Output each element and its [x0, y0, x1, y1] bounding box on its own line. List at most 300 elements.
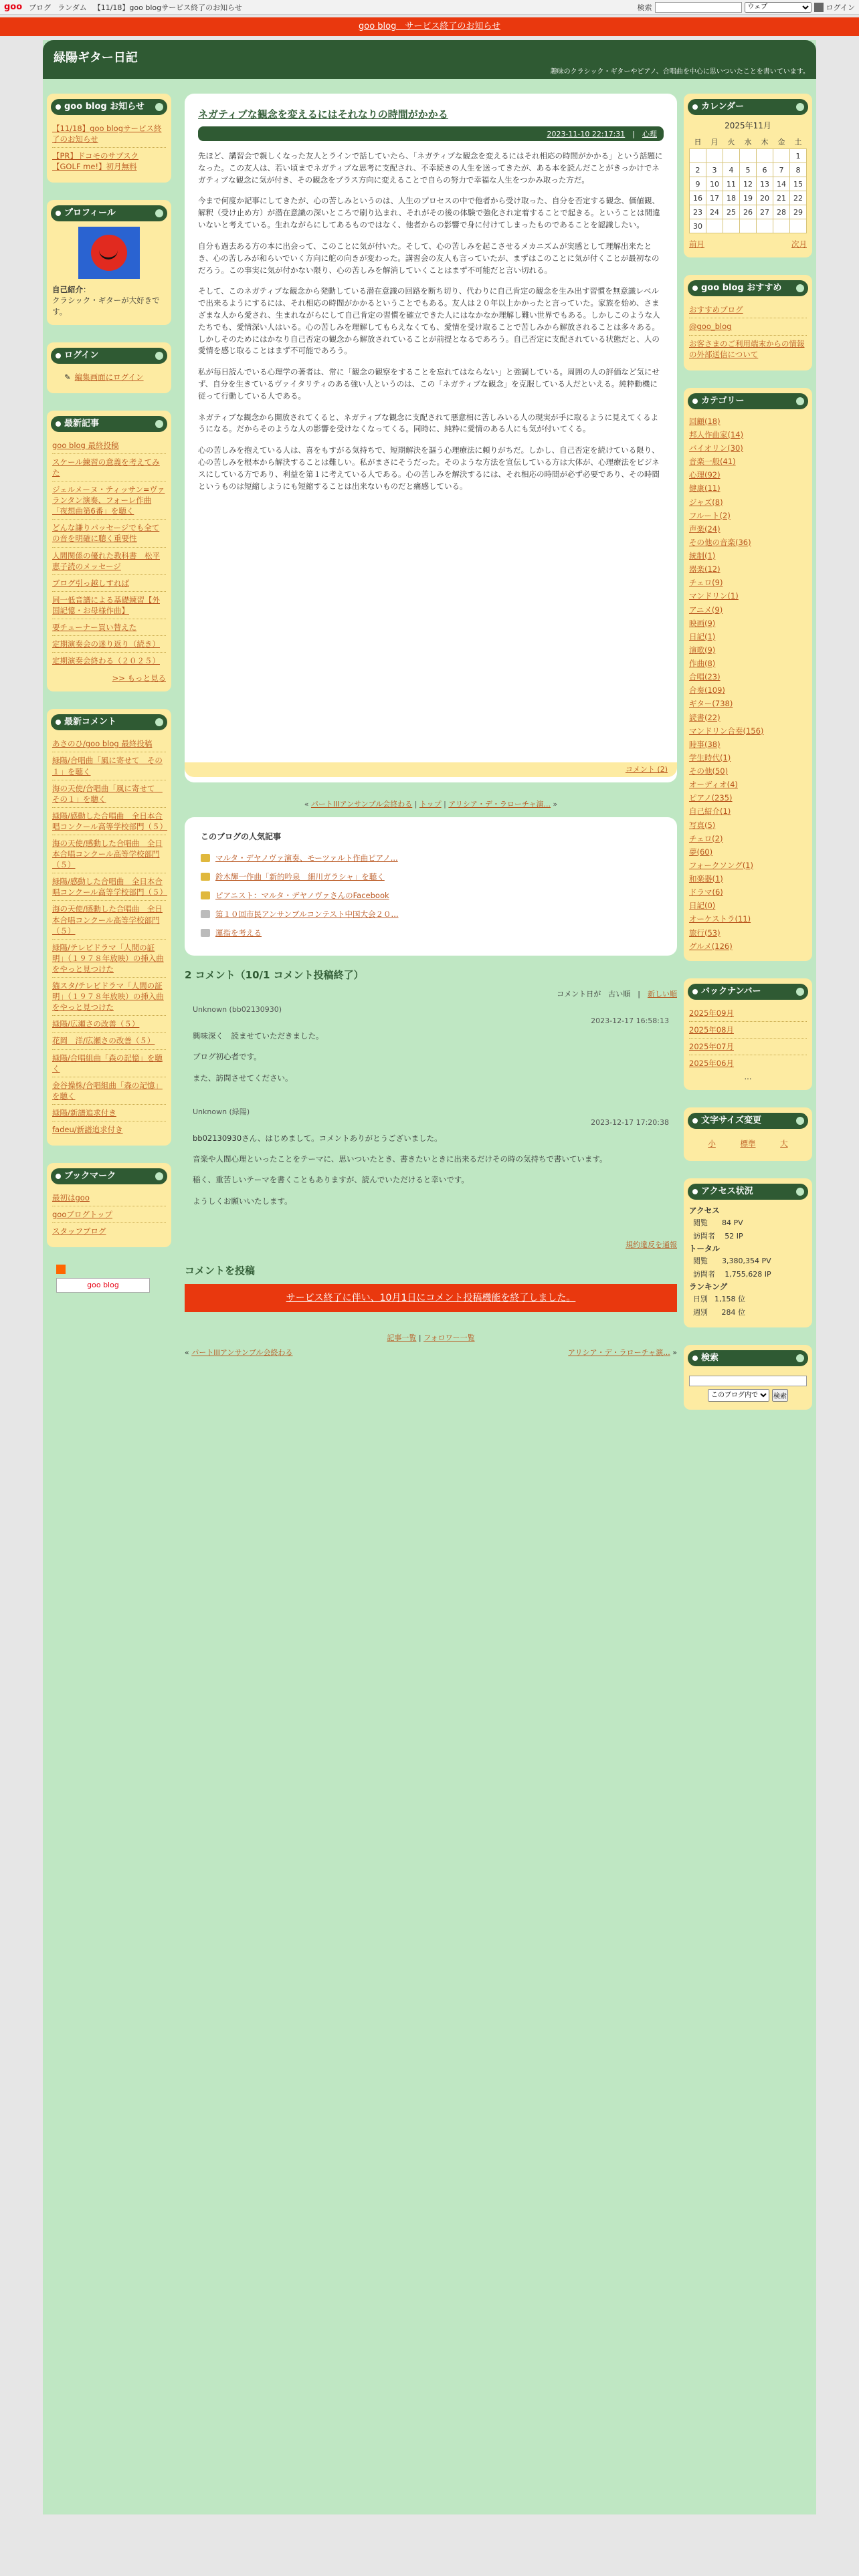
category-link[interactable]: オーディオ(4) [689, 780, 738, 790]
recent-comment-link[interactable]: 海の天使/感動した合唱曲 全日本合唱コンクール高等学校部門（５） [52, 904, 163, 936]
bookmark-title: ブックマーク [51, 1168, 167, 1184]
search-box [684, 1345, 812, 1410]
total-pv: 3,380,354 PV [722, 1257, 771, 1266]
top-bar [0, 0, 859, 15]
list-item [52, 636, 166, 653]
recommend-title: goo blog おすすめ [688, 280, 808, 296]
article-title[interactable]: ネガティブな観念を変えるにはそれなりの時間がかかる [198, 108, 448, 120]
weekly-rank: 284 位 [721, 1307, 745, 1317]
calendar-day [790, 219, 807, 233]
calendar-day[interactable]: 16 [690, 191, 706, 205]
notice-box [47, 94, 171, 183]
calendar-day[interactable]: 15 [790, 177, 807, 191]
calendar-day [706, 219, 723, 233]
comment-closed-notice [185, 1284, 677, 1312]
report-link[interactable]: 規約違反を通報 [626, 1240, 677, 1249]
popular-item [201, 867, 661, 886]
category-item [689, 589, 807, 603]
category-link[interactable]: 写真(5) [689, 820, 716, 830]
follower-list-link[interactable]: フォロワー一覧 [423, 1333, 475, 1342]
calendar-week [690, 191, 807, 205]
popular-link[interactable]: 第１０回市民アンサンブルコンテスト中国大会２０... [215, 909, 399, 919]
goo-logo[interactable]: goo [4, 2, 23, 12]
access-today-heading: アクセス [689, 1206, 720, 1216]
left-sidebar [47, 94, 171, 1293]
category-link[interactable]: 統制(1) [689, 551, 716, 561]
list-item [52, 752, 166, 780]
recent-comment-link[interactable]: 金谷操株/合唱組曲「森の記憶」を聴く [52, 1080, 163, 1101]
comment [185, 1004, 677, 1107]
backnumber-link[interactable]: 2025年09月 [689, 1008, 734, 1018]
sun-face-icon [91, 235, 127, 271]
comment-time: 2023-12-17 17:20:38 [591, 1118, 669, 1128]
goo-blog-badge[interactable]: goo blog [56, 1278, 150, 1293]
recent-posts-box [47, 411, 171, 692]
category-item [689, 832, 807, 845]
category-link[interactable]: その他(50) [689, 766, 729, 776]
profile-box: プロフィール 自己紹介： クラシック・ギターが大好きです。 [47, 200, 171, 324]
category-item [689, 643, 807, 657]
calendar-day[interactable]: 24 [706, 205, 723, 219]
calendar-day [757, 149, 773, 163]
search-title: 検索 [688, 1350, 808, 1366]
calendar-day[interactable]: 20 [757, 191, 773, 205]
service-end-link[interactable]: goo blog サービス終了のお知らせ [359, 21, 500, 31]
category-item [689, 804, 807, 818]
recent-comment-link[interactable]: 緑陽/感動した合唱曲 全日本合唱コンクール高等学校部門（５） [52, 877, 168, 897]
notice-link[interactable]: 【11/18】goo blogサービス終了のお知らせ [52, 124, 162, 144]
calendar-day-header: 金 [777, 137, 785, 146]
category-link[interactable]: フルート(2) [689, 510, 731, 520]
category-item [689, 724, 807, 738]
popular-link[interactable]: ピアニスト：マルタ・デヤノヴァさんのFacebook [215, 891, 389, 900]
category-link[interactable]: 心理(92) [689, 470, 721, 480]
next-month-link[interactable]: 次月 [791, 239, 807, 249]
next-post-link[interactable]: アリシア・デ・ラローチャ演... [448, 800, 551, 809]
calendar-day [773, 149, 790, 163]
backnumber-link[interactable]: 2025年07月 [689, 1041, 734, 1051]
prev-month-link[interactable]: 前月 [689, 239, 704, 249]
blog-description: 趣味のクラシック・ギターやピアノ、合唱曲を中心に思いついたことを書いています。 [550, 68, 809, 76]
recent-post-link[interactable]: 要チューナー買い替えた [52, 622, 137, 632]
pencil-icon: ✎ [64, 372, 71, 382]
category-link[interactable]: チェロ(9) [689, 578, 723, 588]
category-link[interactable]: アニメ(9) [689, 605, 723, 615]
recent-post-link[interactable]: 人間関係の優れた教科書 松平恵子読のメッセージ [52, 550, 160, 571]
popular-item [201, 924, 661, 942]
comment-time: 2023-12-17 16:58:13 [591, 1016, 669, 1025]
list-item [52, 1206, 166, 1223]
recent-comment-link[interactable]: 緑陽/テレビドラマ「人間の証明」（１９７８年放映）の挿入曲をやっと見つけた [52, 942, 164, 974]
popular-link[interactable]: 運指を考える [215, 928, 262, 938]
search-scope-select[interactable] [745, 2, 812, 13]
rank-circle-icon [201, 929, 210, 937]
recent-comment-link[interactable]: 緑陽/広瀬さの改善（５） [52, 1019, 140, 1029]
category-link[interactable]: バイオリン(30) [689, 443, 743, 453]
calendar-day[interactable]: 9 [690, 177, 706, 191]
recent-post-link[interactable]: ジェルメーヌ・ティッサン=ヴァランタン演奏、フォーレ作曲「夜想曲第6番」を聴く [52, 485, 165, 516]
calendar-day[interactable]: 11 [723, 177, 740, 191]
recent-comments-box [47, 709, 171, 1146]
login-title: ログイン [51, 348, 167, 364]
sort-new[interactable]: 新しい順 [648, 990, 677, 998]
list-item [52, 520, 166, 547]
comment-text: ブログ初心者です。 [193, 1052, 262, 1062]
category-item [689, 683, 807, 697]
list-item [689, 1039, 807, 1055]
backnumber-box [684, 978, 812, 1090]
recent-comment-link[interactable]: fadeu/新譜追求付き [52, 1124, 123, 1134]
category-item [689, 738, 807, 751]
profile-title: プロフィール [51, 205, 167, 221]
calendar-day[interactable]: 23 [690, 205, 706, 219]
category-item [689, 617, 807, 630]
calendar-day[interactable]: 6 [757, 163, 773, 177]
calendar-day[interactable]: 12 [740, 177, 757, 191]
today-ip: 52 IP [725, 1231, 743, 1241]
list-item [52, 1105, 166, 1121]
notice-title: goo blog お知らせ [51, 99, 167, 115]
calendar-day[interactable]: 19 [740, 191, 757, 205]
recent-posts-title: 最新記事 [51, 416, 167, 432]
recent-comment-link[interactable]: あさのひ/goo blog 最終投稿 [52, 739, 153, 749]
calendar-day[interactable]: 26 [740, 205, 757, 219]
category-link[interactable]: 声楽(24) [689, 524, 721, 534]
comment-text: また、訪問させてください。 [193, 1073, 293, 1083]
calendar-day[interactable]: 5 [740, 163, 757, 177]
list-item [52, 873, 166, 901]
category-item [689, 899, 807, 912]
calendar-day[interactable]: 1 [790, 149, 807, 163]
sort-old[interactable]: 古い順 [608, 990, 631, 998]
list-item [52, 148, 166, 175]
recent-comment-link[interactable]: 緑陽/合唱組曲「森の記憶」を聴く [52, 1053, 163, 1073]
rank-circle-icon [201, 910, 210, 918]
comment-closed-link[interactable]: サービス終了に伴い、10月1日にコメント投稿機能を終了しました。 [286, 1292, 576, 1303]
calendar-week [690, 163, 807, 177]
popular-item [201, 886, 661, 905]
list-item [52, 1016, 166, 1033]
prev-post-link[interactable]: パートIIIアンサンブル会終わる [310, 800, 413, 809]
recent-comment-link[interactable]: 緑陽/合唱曲「風に寄せて その１」を聴く [52, 756, 163, 776]
recent-post-link[interactable]: 定期演奏会終わる（２０２５） [52, 656, 160, 666]
list-item [52, 481, 166, 520]
category-item [689, 926, 807, 940]
category-link[interactable]: グルメ(126) [689, 941, 733, 951]
ranking-link[interactable]: ランダム [58, 3, 87, 12]
category-link[interactable]: 夢(60) [689, 847, 713, 857]
comment-author: Unknown (bb02130930) [193, 1005, 282, 1014]
calendar-day-header: 水 [744, 137, 752, 146]
calendar-day[interactable]: 7 [773, 163, 790, 177]
category-link[interactable]: マンドリン合奏(156) [689, 726, 764, 736]
backnumber-link[interactable]: 2025年08月 [689, 1025, 734, 1035]
recent-post-link[interactable]: 定期演奏会の迷り返り（続き） [52, 639, 160, 649]
category-link[interactable]: 合唱(23) [689, 672, 721, 682]
category-link[interactable]: 合奏(109) [689, 685, 725, 695]
list-item [52, 548, 166, 575]
blog-link[interactable]: ブログ [29, 3, 52, 12]
category-link[interactable]: フォークソング(1) [689, 860, 753, 870]
article-body [198, 150, 664, 493]
category-link[interactable]: 日記(1) [689, 631, 716, 641]
category-link[interactable]: ギター(738) [689, 699, 733, 709]
popular-link[interactable]: マルタ・デヤノヴァ演奏、モーツァルト作曲ピアノ... [215, 853, 398, 863]
list-item [52, 1223, 166, 1239]
bookmark-link[interactable]: 最初はgoo [52, 1193, 90, 1203]
list-item [52, 575, 166, 592]
category-link[interactable]: マンドリン(1) [689, 591, 739, 601]
calendar-day[interactable]: 17 [706, 191, 723, 205]
category-item [689, 549, 807, 562]
article-paragraph: 心の苦しみを抱えている人は、喜をもすがる気持ちで、短期解決を謳う心理療法に頼りがちだ。しかし、自己否定を続けている限り、心の苦しみを根本から解決することは難しい。私がまさにそうだった。そのような方法を宣伝している方は大体が、心理療法をビジネスにしている方であり、利益を第１に考えている人である。心の苦しみを解決するには、それ相応の時間が必ず必要であり、その時間というものは短縮しようにも短縮することは出来ないものだと痛感している。 [198, 445, 660, 491]
backnumber-link[interactable]: 2025年06月 [689, 1059, 734, 1069]
category-item [689, 940, 807, 953]
backnumber-more: ... [744, 1072, 752, 1082]
rank-crown-icon [201, 873, 210, 881]
calendar-day-header: 火 [727, 137, 735, 146]
recent-comment-link[interactable]: 緑陽/新譜追求付き [52, 1107, 116, 1117]
popular-item [201, 849, 661, 867]
calendar-day[interactable]: 27 [757, 205, 773, 219]
backnumber-list [689, 1005, 807, 1071]
category-link[interactable]: 読書(22) [689, 712, 721, 722]
category-link[interactable]: 回顧(18) [689, 416, 721, 426]
calendar-week [690, 177, 807, 191]
calendar-day[interactable]: 21 [773, 191, 790, 205]
article-date[interactable]: 2023-11-10 22:17:31 [547, 130, 626, 138]
category-item [689, 428, 807, 441]
post-comment-title: コメントを投稿 [185, 1264, 256, 1277]
category-item [689, 603, 807, 617]
category-item [689, 885, 807, 899]
category-link[interactable]: オーケストラ(11) [689, 914, 751, 924]
category-link[interactable]: 旅行(53) [689, 928, 721, 938]
category-link[interactable]: ドラマ(6) [689, 887, 723, 897]
category-link[interactable]: 和楽器(1) [689, 874, 723, 884]
calendar-day[interactable]: 18 [723, 191, 740, 205]
recommend-link[interactable]: お客さまのご利用端末からの情報の外部送信について [689, 338, 805, 359]
notice-link[interactable]: 【PR】ドコモのサブスク【GOLF me!】初月無料 [52, 151, 139, 172]
calendar-day[interactable]: 13 [757, 177, 773, 191]
category-link[interactable]: 時事(38) [689, 739, 721, 749]
popular-posts [185, 817, 677, 956]
comment-text: 音楽や人間心理といったことをテーマに、思いついたとき、書きたいときに出来るだけその時の気持ちで書いています。 [193, 1154, 607, 1164]
category-item [689, 845, 807, 859]
calendar-box [684, 94, 812, 257]
list-item [52, 1190, 166, 1206]
calendar-day [723, 149, 740, 163]
category-item [689, 468, 807, 481]
category-list [689, 415, 807, 953]
category-item [689, 711, 807, 724]
font-standard-button[interactable]: 標準 [740, 1139, 756, 1149]
calendar-day[interactable]: 14 [773, 177, 790, 191]
category-link[interactable]: 健康(11) [689, 484, 721, 494]
recent-post-link[interactable]: goo blog 最終投稿 [52, 440, 119, 450]
category-link[interactable]: 作曲(8) [689, 659, 716, 669]
list-item [689, 336, 807, 362]
list-item [52, 592, 166, 619]
font-large-button[interactable]: 大 [780, 1139, 788, 1149]
list-item [689, 1055, 807, 1071]
access-title: アクセス状況 [688, 1184, 808, 1200]
recent-comments-title: 最新コメント [51, 714, 167, 730]
access-box: アクセス状況 アクセス 閲覧 84 PV 訪問者 52 IP トータル 閲覧 3,380,354 PV 訪問者 1,755,628 IP ランキング 日別 1,158 位 週別 284 位 [684, 1178, 812, 1327]
blog-search-scope[interactable] [708, 1389, 769, 1402]
category-item [689, 670, 807, 683]
list-item [52, 619, 166, 636]
popular-item [201, 905, 661, 924]
category-item [689, 751, 807, 764]
article-paragraph: ネガティブな観念から開放されてくると、ネガティブな観念に支配されて悪意相に苦しみいる人の現実が手に取るように見えてくるようになる。だからそのような人の影響を受けなくなってくる。同時に、純粋に愛情のある人にも気が付いてくる。 [198, 412, 659, 434]
category-item [689, 859, 807, 872]
calendar-week [690, 205, 807, 219]
calendar-day-header: 月 [710, 137, 719, 146]
comment-text: 興味深く 読ませていただきました。 [193, 1031, 324, 1041]
list-item [52, 780, 166, 808]
calendar-day-header: 土 [794, 137, 802, 146]
notice-list [52, 120, 166, 175]
recommend-link[interactable]: おすすめブログ [689, 305, 743, 315]
recent-post-link[interactable]: どんな謙りパッセージでも全ての音を明確に聴く重要性 [52, 523, 160, 544]
list-item [689, 1005, 807, 1022]
calendar-day [773, 219, 790, 233]
category-item [689, 697, 807, 710]
list-item [689, 1022, 807, 1039]
comment [185, 1107, 677, 1230]
list-item [52, 1033, 166, 1049]
recent-post-link[interactable]: ブログ引っ越しすれば [52, 578, 129, 588]
total-ip: 1,755,628 IP [725, 1269, 771, 1279]
notice-link[interactable]: 【11/18】goo blogサービス終了のお知らせ [93, 3, 242, 12]
search-input[interactable] [655, 2, 742, 13]
calendar-day [740, 149, 757, 163]
post-list-link[interactable]: 記事一覧 [387, 1333, 417, 1342]
recommend-list [689, 302, 807, 362]
edit-login-link[interactable]: 編集画面にログイン [74, 372, 144, 382]
list-item [52, 454, 166, 481]
bookmark-link[interactable]: gooブログトップ [52, 1210, 113, 1220]
category-link[interactable]: 日記(0) [689, 901, 716, 911]
font-small-button[interactable]: 小 [708, 1139, 716, 1149]
category-title: カテゴリー [688, 393, 808, 409]
category-link[interactable]: 自己紹介(1) [689, 807, 731, 817]
bottom-prev-link[interactable]: パートIIIアンサンブル会終わる [191, 1348, 293, 1357]
calendar-day[interactable]: 22 [790, 191, 807, 205]
top-link[interactable]: トップ [419, 800, 442, 809]
category-link[interactable]: 演歌(9) [689, 645, 716, 655]
blog-search-input[interactable] [689, 1376, 807, 1386]
calendar-day [757, 219, 773, 233]
recent-post-link[interactable]: スケール練習の意義を考えてみた [52, 457, 160, 477]
category-link[interactable]: その他の音楽(36) [689, 537, 751, 547]
category-item [689, 778, 807, 791]
comments-title: 2 コメント（10/1 コメント投稿終了） [185, 969, 364, 981]
category-link[interactable]: ピアノ(235) [689, 793, 733, 803]
recent-comment-link[interactable]: 海の天使/合唱曲「風に寄せて その１」を聴く [52, 783, 163, 804]
article-category[interactable]: 心理 [642, 130, 657, 138]
calendar-day[interactable]: 25 [723, 205, 740, 219]
list-item [52, 1077, 166, 1105]
category-link[interactable]: 邦人作曲家(14) [689, 429, 744, 439]
calendar-day [690, 149, 706, 163]
category-link[interactable]: 学生時代(1) [689, 752, 731, 762]
category-link[interactable]: 器楽(12) [689, 564, 721, 574]
category-item [689, 562, 807, 576]
calendar-day[interactable]: 28 [773, 205, 790, 219]
profile-label: 自己紹介 [52, 285, 83, 295]
avatar[interactable] [78, 227, 140, 279]
recent-comment-link[interactable]: 猫スタ/テレビドラマ「人間の証明」（１９７８年放映）の挿入曲をやっと見つけた [52, 981, 164, 1012]
today-pv: 84 PV [722, 1218, 743, 1228]
category-link[interactable]: チェロ(2) [689, 833, 723, 843]
calendar-day[interactable]: 4 [723, 163, 740, 177]
recent-comment-link[interactable]: 花岡 洋/広瀬さの改善（５） [52, 1036, 155, 1046]
calendar-day[interactable]: 29 [790, 205, 807, 219]
list-item [689, 302, 807, 318]
comment-text: ようしくお願いいたします。 [193, 1196, 292, 1206]
comment-author: Unknown (緑陽) [193, 1107, 250, 1116]
calendar-day[interactable]: 30 [690, 219, 706, 233]
more-posts-link[interactable]: >> もっと見る [112, 673, 166, 683]
list-item [52, 808, 166, 835]
login-box [47, 342, 171, 393]
calendar-day[interactable]: 2 [690, 163, 706, 177]
category-item [689, 536, 807, 549]
article-paragraph: 今まで何度か記事にしてきたが、心の苦しみというのは、人生のプロセスの中で他者から受け取った、自分を否定する観念、価値観、解釈（受け止め方）が潜在意識の深いところで刷り込まれ、それがその後の体験で強化され定着することで起きる。ということは間違いないと考えている。生れながらにしてあるものではなく、他者からの影響で身に付けてしまったものであることを認識したい。 [198, 196, 660, 230]
calendar-day[interactable]: 8 [790, 163, 807, 177]
recent-posts-list [52, 437, 166, 669]
blog-search-button[interactable]: 検索 [772, 1389, 788, 1402]
popular-link[interactable]: 鈴木輝一作曲「新的吟泉 細川ガラシャ」を聴く [215, 872, 385, 881]
bookmark-link[interactable]: スタッフブログ [52, 1226, 106, 1237]
blog-title[interactable]: 緑陽ギター日記 [54, 51, 138, 65]
category-item [689, 791, 807, 804]
list-item [52, 653, 166, 669]
comment-text: bb02130930さん、はじめまして。コメントありがとうございました。 [193, 1133, 442, 1143]
category-link[interactable]: 音楽一般(41) [689, 457, 736, 467]
rss-icon[interactable] [56, 1265, 66, 1274]
category-item [689, 912, 807, 926]
category-link[interactable]: 映画(9) [689, 618, 716, 628]
recommend-link[interactable]: @goo_blog [689, 322, 732, 332]
category-item [689, 481, 807, 495]
recent-comment-link[interactable]: 海の天使/感動した合唱曲 全日本合唱コンクール高等学校部門（５） [52, 839, 163, 870]
calendar-week [690, 219, 807, 233]
comment-text: 稲く、重苦しいテーマを書くこともありますが、読んでいただけると幸いです。 [193, 1175, 469, 1185]
calendar-day[interactable]: 3 [706, 163, 723, 177]
recent-post-link[interactable]: 同一低音譜による基礎練習【外国記憶・お母様作曲】 [52, 595, 160, 615]
comment-count-link[interactable]: コメント (2) [625, 765, 668, 774]
calendar-title: カレンダー [688, 99, 808, 115]
article-paragraph: 私が毎日読んでいる心理学の著者は、常に「観念の観察をすることを忘れてはならない」と強調している。周囲の人の評価など気にせず、自分を生きているヴァイタリティのある強い人というのは、この「ネガティブな観念」を克服している人だといえる。純粋動機に従って行動している人である。 [198, 367, 660, 401]
calendar-day[interactable]: 10 [706, 177, 723, 191]
login-link[interactable]: ログイン [826, 3, 855, 12]
calendar-week [690, 149, 807, 163]
blog-header [43, 40, 816, 79]
bottom-next-link[interactable]: アリシア・デ・ラローチャ演... [568, 1348, 670, 1357]
list-item [52, 1050, 166, 1077]
calendar-day-header: 日 [694, 137, 702, 146]
recent-comment-link[interactable]: 緑陽/感動した合唱曲 全日本合唱コンクール高等学校部門（５） [52, 811, 168, 831]
backnumber-title: バックナンバー [688, 984, 808, 1000]
list-item [52, 940, 166, 978]
rank-crown-icon [201, 891, 210, 899]
search-icon[interactable] [814, 3, 824, 12]
list-item [52, 1121, 166, 1138]
category-link[interactable]: ジャズ(8) [689, 497, 723, 507]
